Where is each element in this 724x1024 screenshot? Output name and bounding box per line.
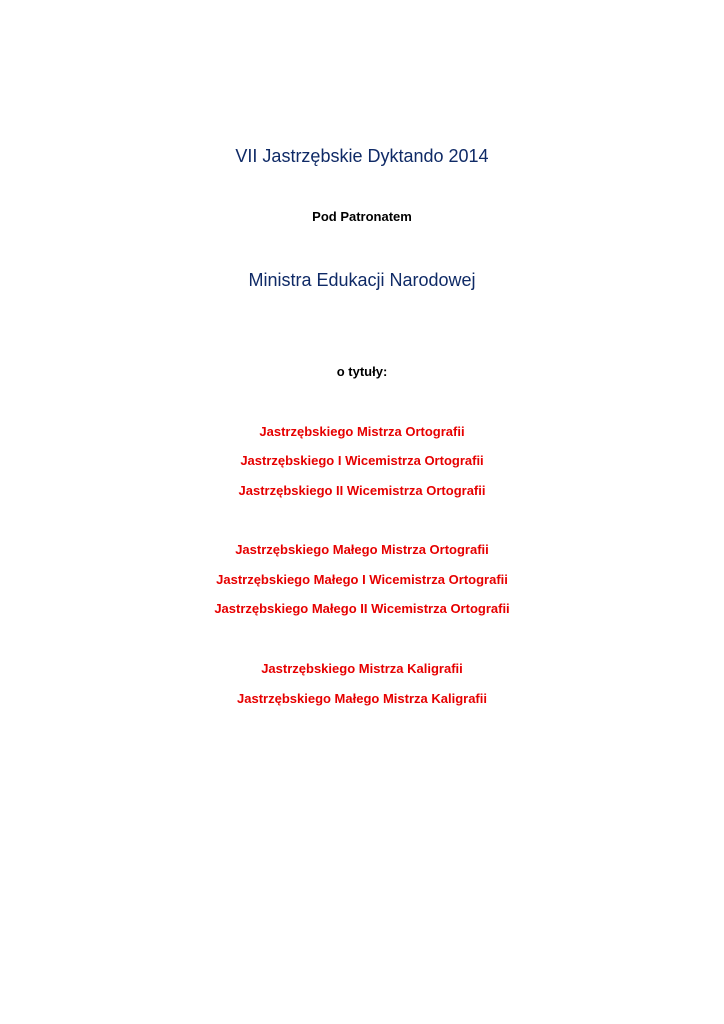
title-item: Jastrzębskiego Małego Mistrza Kaligrafii [237,691,487,706]
patron-name: Ministra Edukacji Narodowej [248,270,476,290]
title-item: Jastrzębskiego Mistrza Ortografii [259,424,465,439]
title-item: Jastrzębskiego Mistrza Kaligrafii [261,661,463,676]
title-item: Jastrzębskiego Małego Mistrza Ortografii [235,542,489,557]
title-item: Jastrzębskiego I Wicemistrza Ortografii [240,453,484,468]
title-item: Jastrzębskiego Małego II Wicemistrza Ortografii [214,601,510,616]
document-title: VII Jastrzębskie Dyktando 2014 [235,146,489,166]
titles-intro: o tytuły: [336,364,388,379]
title-item: Jastrzębskiego Małego I Wicemistrza Ortografii [216,572,508,587]
patronage-label: Pod Patronatem [312,209,412,224]
title-item: Jastrzębskiego II Wicemistrza Ortografii [238,483,486,498]
